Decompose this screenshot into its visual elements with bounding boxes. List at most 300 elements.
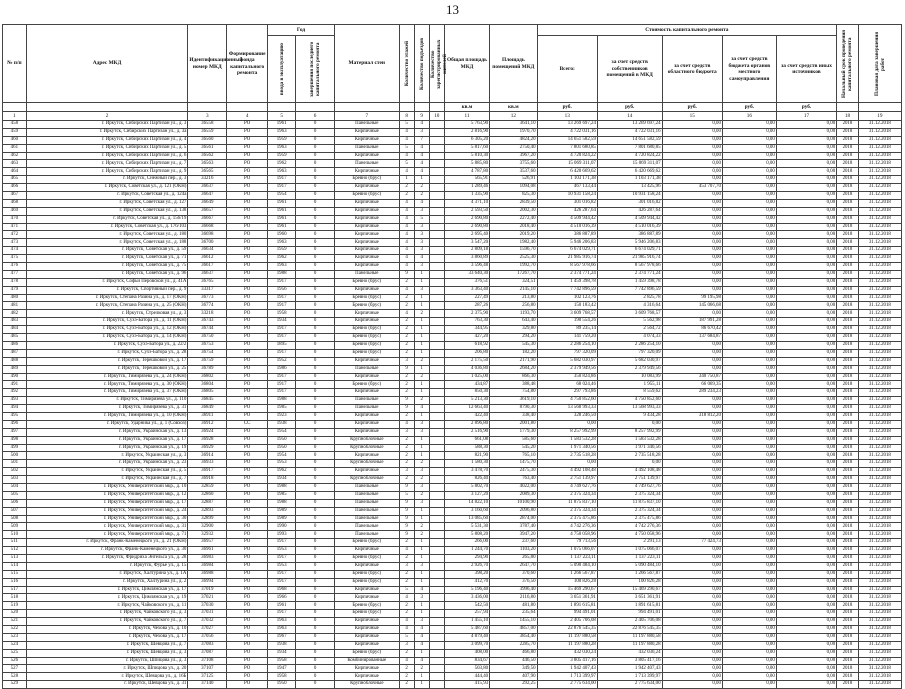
cell-total-area: 503,80 <box>444 665 489 673</box>
cell-fund-method: РО <box>227 412 268 420</box>
cell-wall-material: Панельные <box>334 397 399 405</box>
table-row <box>3 507 902 515</box>
cell-ident-number: 36912 <box>188 420 227 428</box>
cell-residents <box>429 610 444 618</box>
cell-year-commission: 1962 <box>268 255 296 263</box>
table-row <box>3 128 902 136</box>
cell-cost-local: 0,00 <box>722 602 776 610</box>
cell-cost-oblast: 0,00 <box>662 160 722 168</box>
cell-total-area: 5 810,30 <box>444 152 489 160</box>
cell-ident-number: 36563 <box>188 160 227 168</box>
cell-residents <box>429 539 444 547</box>
cell-entrances: 2 <box>414 491 429 499</box>
cell-premises-area: 545,30 <box>490 341 537 349</box>
cell-address: г. Иркутск, Ударника ул., д. 1 (Совхоз) <box>26 420 188 428</box>
cell-ident-number: 36924 <box>188 428 227 436</box>
cell-year-last-repair: 0 <box>296 562 335 570</box>
cell-premises-area: 4022,00 <box>490 483 537 491</box>
cell-fund-method: РО <box>227 491 268 499</box>
cell-fund-method: РО <box>227 452 268 460</box>
cell-cost-local: 0,00 <box>722 444 776 452</box>
cell-cost-owners: 10 931 158,24 <box>597 192 662 200</box>
cell-year-last-repair: 0 <box>296 515 335 523</box>
cell-cost-oblast: 0,00 <box>662 626 722 634</box>
cell-year-last-repair: 0 <box>296 547 335 555</box>
unit-rub: руб. <box>537 103 597 112</box>
cell-cost-total: 4 722 031,16 <box>537 128 597 136</box>
cell-cost-oblast: 99 195,98 <box>662 294 722 302</box>
cell-cost-local: 0,00 <box>722 207 776 215</box>
cell-fund-method: РО <box>227 586 268 594</box>
cell-row-number: 472 <box>3 231 27 239</box>
column-number: 18 <box>837 112 859 121</box>
cell-cost-owners: 2 374 771,24 <box>597 270 662 278</box>
cell-residents <box>429 436 444 444</box>
cell-ident-number: 36559 <box>188 128 227 136</box>
table-row <box>3 239 902 247</box>
cell-cost-oblast: 318 812,20 <box>662 412 722 420</box>
cell-cost-total: 21 985 916,74 <box>537 255 597 263</box>
header-address: Адрес МКД <box>26 25 188 103</box>
cell-plan-start: 2018 <box>837 357 859 365</box>
cell-premises-area: 213,80 <box>490 294 537 302</box>
cell-premises-area: 2285,70 <box>490 641 537 649</box>
cell-address: г. Иркутск, Советская ул., д. 180 <box>26 231 188 239</box>
table-row <box>3 144 902 152</box>
cell-residents <box>429 602 444 610</box>
cell-row-number: 513 <box>3 554 27 562</box>
header-ident: Идентификационный номер МКД <box>188 25 227 103</box>
cell-plan-end: 31.12.2018 <box>858 452 901 460</box>
cell-address: г. Иркутск, Софьи Перовской ул., д. 41А <box>26 278 188 286</box>
cell-total-area: 2 593,50 <box>444 207 489 215</box>
cell-entrances: 1 <box>414 570 429 578</box>
cell-cost-oblast: 0,00 <box>662 673 722 681</box>
cell-wall-material: Кирпичные <box>334 586 399 594</box>
cell-plan-end: 31.12.2018 <box>858 578 901 586</box>
cell-fund-method: РО <box>227 633 268 641</box>
cell-cost-total: 8 257 992,99 <box>537 428 597 436</box>
cell-fund-method: РО <box>227 665 268 673</box>
cell-year-last-repair: 0 <box>296 263 335 271</box>
cell-premises-area: 294,20 <box>490 334 537 342</box>
table-row <box>3 263 902 271</box>
table-row <box>3 389 902 397</box>
cell-year-commission: 1917 <box>268 184 296 192</box>
cell-total-area: 5 802,70 <box>444 483 489 491</box>
cell-cost-owners: 14 651 582,59 <box>597 136 662 144</box>
cell-floors: 2 <box>399 278 414 286</box>
cell-fund-method: РО <box>227 499 268 507</box>
cell-cost-oblast: 0,00 <box>662 594 722 602</box>
cell-plan-end: 31.12.2018 <box>858 649 901 657</box>
cell-cost-oblast: 86 670,42 <box>662 326 722 334</box>
cell-plan-end: 31.12.2018 <box>858 641 901 649</box>
cell-plan-start: 2018 <box>837 515 859 523</box>
cell-residents <box>429 207 444 215</box>
cell-ident-number: 36637 <box>188 184 227 192</box>
cell-floors: 2 <box>399 381 414 389</box>
cell-year-commission: 1954 <box>268 452 296 460</box>
cell-ident-number: 36773 <box>188 294 227 302</box>
cell-premises-area: 446,50 <box>490 657 537 665</box>
cell-plan-start: 2018 <box>837 507 859 515</box>
cell-entrances: 3 <box>414 562 429 570</box>
cell-premises-area: 1596,70 <box>490 247 537 255</box>
cell-residents <box>429 389 444 397</box>
cell-address: г. Иркутск, Снежный пер., д. 3 <box>26 176 188 184</box>
cell-cost-oblast: 0,00 <box>662 570 722 578</box>
cell-year-last-repair: 0 <box>296 215 335 223</box>
cell-total-area: 5 885,80 <box>444 160 489 168</box>
cell-plan-start: 2018 <box>837 381 859 389</box>
cell-ident-number: 36988 <box>188 570 227 578</box>
cell-plan-start: 2018 <box>837 184 859 192</box>
cell-plan-end: 31.12.2018 <box>858 286 901 294</box>
cell-total-area: 376,51 <box>444 278 489 286</box>
cell-year-commission: 1985 <box>268 491 296 499</box>
cell-year-last-repair: 0 <box>296 610 335 618</box>
cell-cost-total: 4 750 058,96 <box>537 531 597 539</box>
cell-entrances: 1 <box>414 578 429 586</box>
header-god: Год <box>268 25 335 36</box>
table-row <box>3 633 902 641</box>
cell-wall-material: Бревно (брус) <box>334 381 399 389</box>
cell-floors: 2 <box>399 570 414 578</box>
cell-row-number: 483 <box>3 318 27 326</box>
cell-entrances: 4 <box>414 121 429 129</box>
cell-plan-end: 31.12.2018 <box>858 436 901 444</box>
cell-row-number: 527 <box>3 665 27 673</box>
cell-ident-number: 36983 <box>188 554 227 562</box>
cell-total-area: 2 516,90 <box>444 428 489 436</box>
cell-cost-total: 15 469 290,67 <box>537 586 597 594</box>
cell-row-number: 488 <box>3 357 27 365</box>
cell-year-last-repair: 0 <box>296 397 335 405</box>
cell-year-last-repair: 0 <box>296 412 335 420</box>
cell-premises-area: 754,80 <box>490 389 537 397</box>
cell-year-commission: 1961 <box>268 199 296 207</box>
cell-residents <box>429 428 444 436</box>
cell-total-area: 408,00 <box>444 649 489 657</box>
cell-plan-end: 31.12.2018 <box>858 460 901 468</box>
cell-fund-method: РО <box>227 136 268 144</box>
cell-premises-area: 526,91 <box>490 176 537 184</box>
cell-cost-local: 0,00 <box>722 349 776 357</box>
cell-ident-number: 37027 <box>188 626 227 634</box>
cell-cost-total: 426 287,64 <box>537 207 597 215</box>
cell-cost-total: 4 742 276,36 <box>537 523 597 531</box>
cell-plan-end: 31.12.2018 <box>858 389 901 397</box>
cell-address: г. Иркутск, Тимирязева ул., д. 31 <box>26 405 188 413</box>
cell-premises-area: 2750,40 <box>490 144 537 152</box>
cell-wall-material: Кирпичные <box>334 255 399 263</box>
column-number: 14 <box>597 112 662 121</box>
cell-entrances: 1 <box>414 302 429 310</box>
cell-premises-area: 1094,08 <box>490 184 537 192</box>
cell-year-last-repair: 0 <box>296 618 335 626</box>
cell-plan-start: 2018 <box>837 215 859 223</box>
cell-plan-start: 2018 <box>837 428 859 436</box>
cell-year-commission: 1961 <box>268 223 296 231</box>
table-row <box>3 594 902 602</box>
cell-cost-other: 0,00 <box>776 633 836 641</box>
cell-cost-owners: 0,00 <box>597 420 662 428</box>
cell-address: г. Иркутск, Чехова ул., д. 17 <box>26 633 188 641</box>
table-row <box>3 302 902 310</box>
cell-floors: 9 <box>399 507 414 515</box>
cell-floors: 4 <box>399 231 414 239</box>
cell-total-area: 344,95 <box>444 326 489 334</box>
cell-total-area: 266,00 <box>444 539 489 547</box>
cell-cost-total: 4 510 016,39 <box>537 223 597 231</box>
cell-plan-start: 2018 <box>837 144 859 152</box>
cell-cost-owners: 5 682 030,97 <box>597 357 662 365</box>
cell-fund-method: РО <box>227 673 268 681</box>
cell-residents <box>429 491 444 499</box>
cell-plan-end: 31.12.2018 <box>858 231 901 239</box>
cell-cost-other: 0,00 <box>776 207 836 215</box>
cell-ident-number: 36774 <box>188 302 227 310</box>
cell-wall-material: Бревно (брус) <box>334 649 399 657</box>
cell-wall-material: Бревно (брус) <box>334 610 399 618</box>
cell-wall-material: Кирпичные <box>334 215 399 223</box>
cell-premises-area: 1193,70 <box>490 310 537 318</box>
cell-plan-end: 31.12.2018 <box>858 207 901 215</box>
cell-plan-end: 31.12.2018 <box>858 334 901 342</box>
cell-address: г. Иркутск, Сибирских Партизан ул., д. 4 <box>26 136 188 144</box>
cell-entrances: 1 <box>414 334 429 342</box>
cell-cost-local: 0,00 <box>722 223 776 231</box>
cell-fund-method: РО <box>227 626 268 634</box>
cell-address: г. Иркутск, Терешковой ул., д. 17 <box>26 357 188 365</box>
cell-cost-total: 2 375 324,34 <box>537 491 597 499</box>
cell-row-number: 480 <box>3 294 27 302</box>
column-number: 12 <box>490 112 537 121</box>
cell-cost-total: 797 320,09 <box>537 349 597 357</box>
cell-cost-local: 0,00 <box>722 152 776 160</box>
cell-cost-oblast: 0,00 <box>662 641 722 649</box>
cell-plan-end: 31.12.2018 <box>858 491 901 499</box>
cell-total-area: 3 160,60 <box>444 507 489 515</box>
cell-wall-material: Бревно (брус) <box>334 192 399 200</box>
table-row <box>3 184 902 192</box>
cell-row-number: 522 <box>3 626 27 634</box>
cell-plan-end: 31.12.2018 <box>858 326 901 334</box>
cell-floors: 4 <box>399 239 414 247</box>
cell-fund-method: РО <box>227 649 268 657</box>
cell-wall-material: Кирпичные <box>334 428 399 436</box>
cell-year-last-repair: 0 <box>296 507 335 515</box>
cell-plan-end: 31.12.2018 <box>858 586 901 594</box>
cell-premises-area: 2839,50 <box>490 199 537 207</box>
table-row <box>3 207 902 215</box>
table-row <box>3 121 902 129</box>
cell-cost-total: 1 942 407,43 <box>537 665 597 673</box>
cell-entrances: 2 <box>414 184 429 192</box>
cell-premises-area: 324,51 <box>490 278 537 286</box>
cell-cost-other: 0,00 <box>776 326 836 334</box>
cell-year-commission: 1962 <box>268 468 296 476</box>
cell-fund-method: РО <box>227 215 268 223</box>
cell-entrances: 3 <box>414 247 429 255</box>
cell-cost-owners: 301 016,82 <box>597 199 662 207</box>
cell-plan-start: 2018 <box>837 373 859 381</box>
cell-year-last-repair: 0 <box>296 128 335 136</box>
cell-cost-other: 0,00 <box>776 594 836 602</box>
table-row <box>3 554 902 562</box>
cell-total-area: 398,20 <box>444 570 489 578</box>
cell-row-number: 497 <box>3 428 27 436</box>
cell-year-last-repair: 0 <box>296 357 335 365</box>
cell-cost-total: 2 405 706,08 <box>537 618 597 626</box>
cell-cost-total: 6 420 669,62 <box>537 168 597 176</box>
cell-cost-local: 0,00 <box>722 483 776 491</box>
cell-residents <box>429 476 444 484</box>
cell-floors: 2 <box>399 578 414 586</box>
cell-wall-material: Кирпичные <box>334 152 399 160</box>
cell-plan-start: 2018 <box>837 420 859 428</box>
cell-year-commission: 1989 <box>268 515 296 523</box>
table-row <box>3 665 902 673</box>
cell-cost-owners: 2 291,13 <box>597 539 662 547</box>
header-plan-end: Плановая дата завершения работ <box>858 25 901 103</box>
cell-residents <box>429 310 444 318</box>
cell-cost-total: 2 375 475,86 <box>537 515 597 523</box>
cell-year-commission: 1966 <box>268 594 296 602</box>
cell-floors: 4 <box>399 657 414 665</box>
cell-cost-local: 0,00 <box>722 247 776 255</box>
cell-floors: 3 <box>399 562 414 570</box>
cell-row-number: 502 <box>3 468 27 476</box>
cell-floors: 5 <box>399 121 414 129</box>
cell-wall-material: Кирпичные <box>334 633 399 641</box>
cell-floors: 2 <box>399 334 414 342</box>
cell-fund-method: РО <box>227 184 268 192</box>
table-row <box>3 326 902 334</box>
cell-residents <box>429 160 444 168</box>
cell-plan-start: 2018 <box>837 136 859 144</box>
cell-plan-start: 2018 <box>837 673 859 681</box>
cell-floors: 1 <box>399 176 414 184</box>
table-row <box>3 436 902 444</box>
cell-cost-other: 0,00 <box>776 586 836 594</box>
cell-floors: 9 <box>399 531 414 539</box>
cell-entrances: 3 <box>414 207 429 215</box>
cell-cost-owners: 6 420 669,62 <box>597 168 662 176</box>
cell-cost-other: 0,00 <box>776 610 836 618</box>
cell-cost-other: 0,00 <box>776 334 836 342</box>
cell-cost-other: 0,00 <box>776 223 836 231</box>
cell-address: г. Иркутск, Сибирских Партизан ул., д. 6 <box>26 152 188 160</box>
cell-year-last-repair: 0 <box>296 681 335 689</box>
cell-year-last-repair: 0 <box>296 239 335 247</box>
cell-cost-oblast: 0,00 <box>662 168 722 176</box>
cell-cost-owners: 4 750 058,96 <box>597 531 662 539</box>
cell-residents <box>429 570 444 578</box>
cell-floors: 4 <box>399 247 414 255</box>
cell-year-commission: 1960 <box>268 231 296 239</box>
cell-year-commission: 1963 <box>268 128 296 136</box>
cell-wall-material: Комбинированные <box>334 657 399 665</box>
cell-plan-end: 31.12.2018 <box>858 531 901 539</box>
cell-total-area: 6 305,20 <box>444 136 489 144</box>
cell-address: г. Иркутск, Украинская ул., д. 7 <box>26 476 188 484</box>
cell-wall-material: Кирпичные <box>334 452 399 460</box>
cell-fund-method: РО <box>227 373 268 381</box>
cell-row-number: 498 <box>3 436 27 444</box>
cell-cost-other: 0,00 <box>776 270 836 278</box>
cell-fund-method: РО <box>227 483 268 491</box>
cell-address: г. Иркутск, Сухэ-Батора ул., д. 14 (ОКН) <box>26 334 188 342</box>
cell-premises-area: 2647,70 <box>490 562 537 570</box>
cell-plan-start: 2018 <box>837 160 859 168</box>
cell-wall-material: Кирпичные <box>334 184 399 192</box>
cell-total-area: 1 289,46 <box>444 184 489 192</box>
cell-premises-area: 349,50 <box>490 665 537 673</box>
unit-rub: руб. <box>597 103 662 112</box>
cell-cost-oblast: 145 066,68 <box>662 302 722 310</box>
column-number: 15 <box>662 112 722 121</box>
cell-premises-area: 3755,60 <box>490 160 537 168</box>
cell-ident-number: 36560 <box>188 136 227 144</box>
cell-cost-local: 0,00 <box>722 499 776 507</box>
cell-cost-oblast: 0,00 <box>662 657 722 665</box>
cell-ident-number: 37107 <box>188 665 227 673</box>
cell-entrances: 3 <box>414 428 429 436</box>
cell-plan-start: 2018 <box>837 641 859 649</box>
cell-ident-number: 37030 <box>188 602 227 610</box>
cell-address: г. Иркутск, Советская ул., д. 96 <box>26 270 188 278</box>
cell-cost-local: 0,00 <box>722 578 776 586</box>
cell-fund-method: РО <box>227 318 268 326</box>
cell-fund-method: РО <box>227 302 268 310</box>
cell-year-commission: 1963 <box>268 239 296 247</box>
cell-residents <box>429 255 444 263</box>
cell-year-last-repair: 0 <box>296 286 335 294</box>
cell-cost-owners: 11 197 880,58 <box>597 633 662 641</box>
cell-plan-start: 2018 <box>837 192 859 200</box>
cell-cost-other: 0,00 <box>776 618 836 626</box>
cell-total-area: 4 371,10 <box>444 199 489 207</box>
cell-entrances: 3 <box>414 499 429 507</box>
cell-row-number: 504 <box>3 483 27 491</box>
cell-entrances: 1 <box>414 436 429 444</box>
cell-cost-owners: 22 876 545,35 <box>597 626 662 634</box>
cell-plan-end: 31.12.2018 <box>858 318 901 326</box>
cell-year-last-repair: 0 <box>296 531 335 539</box>
cell-entrances: 4 <box>414 657 429 665</box>
cell-year-last-repair: 0 <box>296 144 335 152</box>
cell-year-last-repair: 0 <box>296 420 335 428</box>
cell-row-number: 511 <box>3 539 27 547</box>
cell-cost-oblast: 0,00 <box>662 476 722 484</box>
cell-premises-area: 235,64 <box>490 610 537 618</box>
cell-floors: 5 <box>399 491 414 499</box>
cell-wall-material: Панельные <box>334 523 399 531</box>
cell-cost-total: 3 609 768,57 <box>537 310 597 318</box>
cell-plan-end: 31.12.2018 <box>858 349 901 357</box>
cell-residents <box>429 405 444 413</box>
cell-cost-local: 0,00 <box>722 160 776 168</box>
cell-plan-end: 31.12.2018 <box>858 539 901 547</box>
column-number: 19 <box>858 112 901 121</box>
cell-address: г. Иркутск, Тимирязева ул., д. 37 (ОКН) <box>26 389 188 397</box>
cell-ident-number: 37019 <box>188 586 227 594</box>
cell-year-last-repair: 0 <box>296 231 335 239</box>
cell-fund-method: РО <box>227 515 268 523</box>
table-row <box>3 152 902 160</box>
